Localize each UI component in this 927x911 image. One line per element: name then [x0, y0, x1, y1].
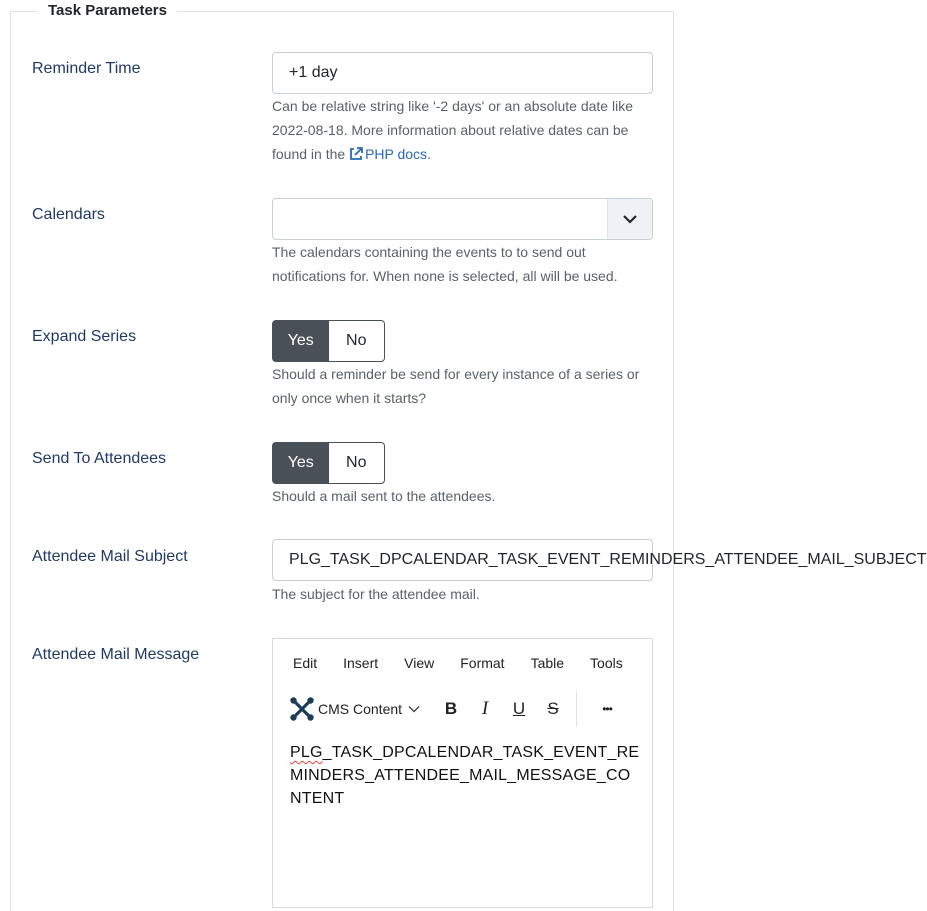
reminder-time-help: [272, 94, 653, 166]
send-to-attendees-yes[interactable]: Yes: [273, 443, 329, 483]
chevron-down-icon[interactable]: [607, 199, 652, 239]
send-to-attendees-switcher[interactable]: [272, 442, 385, 484]
italic-button[interactable]: I: [481, 698, 489, 719]
send-to-attendees-help: Should a mail sent to the attendees.: [272, 488, 496, 504]
php-docs-link[interactable]: [349, 146, 427, 162]
reminder-time-help-suffix: .: [427, 146, 431, 162]
bold-button[interactable]: B: [444, 699, 458, 718]
send-to-attendees-no[interactable]: No: [346, 454, 367, 471]
reminder-time-label: Reminder Time: [32, 60, 141, 77]
spellcheck-word: PLG: [290, 744, 323, 761]
expand-series-yes[interactable]: Yes: [273, 321, 329, 361]
expand-series-no[interactable]: No: [346, 332, 367, 349]
menu-table[interactable]: Table: [530, 655, 565, 671]
external-link-icon: [349, 147, 363, 161]
fieldset-legend: Task Parameters: [38, 2, 177, 19]
joomla-icon: [289, 696, 315, 722]
php-docs-link-text: PHP docs: [365, 146, 428, 162]
editor-toolbar: [273, 687, 652, 731]
expand-series-switcher[interactable]: [272, 320, 385, 362]
attendee-mail-message-label: Attendee Mail Message: [32, 646, 200, 663]
calendars-select[interactable]: [272, 198, 653, 240]
strikethrough-button[interactable]: S: [547, 699, 559, 718]
menu-view[interactable]: View: [404, 655, 435, 671]
more-options-button[interactable]: •••: [602, 702, 612, 716]
send-to-attendees-label: Send To Attendees: [32, 450, 167, 467]
menu-edit[interactable]: Edit: [293, 655, 318, 671]
editor-content-text: _TASK_DPCALENDAR_TASK_EVENT_REMINDERS_ATTENDEE_MAIL_MESSAGE_CONTENT: [290, 744, 640, 807]
calendars-label: Calendars: [32, 206, 105, 223]
reminder-time-help-text: Can be relative string like '-2 days' or an absolute date like 2022-08-18. More information about relative dates can be found in the: [272, 98, 633, 162]
attendee-mail-message-editor[interactable]: [272, 638, 653, 908]
attendee-mail-subject-label: Attendee Mail Subject: [32, 548, 188, 565]
attendee-mail-subject-input[interactable]: PLG_TASK_DPCALENDAR_TASK_EVENT_REMINDERS_ATTENDEE_MAIL_SUBJECT: [272, 539, 653, 581]
calendars-help: The calendars containing the events to to send out notifications for. When none is selected, all will be used.: [272, 244, 618, 284]
expand-series-help: Should a reminder be send for every instance of a series or only once when it starts?: [272, 366, 640, 406]
toolbar-separator: [576, 691, 577, 727]
attendee-mail-subject-help: The subject for the attendee mail.: [272, 586, 480, 602]
cms-content-button[interactable]: [289, 692, 420, 726]
menu-format[interactable]: Format: [460, 655, 505, 671]
menu-tools[interactable]: Tools: [590, 655, 623, 671]
menu-insert[interactable]: Insert: [343, 655, 379, 671]
reminder-time-input[interactable]: +1 day: [272, 52, 653, 94]
editor-content[interactable]: [290, 741, 640, 810]
editor-menubar: [273, 639, 652, 687]
expand-series-label: Expand Series: [32, 328, 137, 345]
underline-button[interactable]: U: [512, 699, 526, 718]
cms-content-label: CMS Content: [318, 701, 403, 717]
chevron-down-icon: [408, 705, 420, 713]
